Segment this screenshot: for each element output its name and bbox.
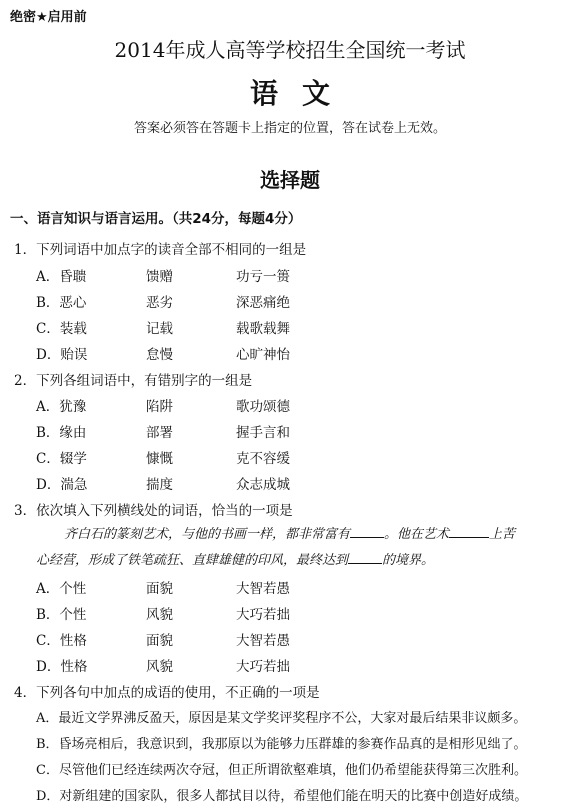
subject-title: 语文 xyxy=(249,77,354,110)
confidential-label: 绝密★启用前 xyxy=(10,10,87,25)
option-c-word3: 克不容缓 xyxy=(236,451,290,467)
option-c-word2: 慷慨 xyxy=(146,451,173,467)
part-heading: 一、语言知识与语言运用。（共24分，每题4分） xyxy=(10,211,302,227)
option-b-word2: 部署 xyxy=(146,425,173,441)
question-stem: 2．下列各组词语中，有错别字的一组是 xyxy=(14,373,253,389)
option-a-word2: 陷阱 xyxy=(146,399,173,415)
question-stem: 4．下列各句中加点的成语的使用，不正确的一项是 xyxy=(14,685,320,701)
sentence-option-b: B．昏场亮相后，我意识到，我那原以为能够力压群雄的参赛作品真的是相形见绌了。 xyxy=(36,737,527,752)
option-b-word1: B．恶心 xyxy=(36,295,87,311)
option-c-word1: C．辍学 xyxy=(36,451,87,467)
option-d-word2: 风貌 xyxy=(146,659,173,675)
option-c-word2: 记载 xyxy=(146,321,173,337)
option-a-word1: A．犹豫 xyxy=(36,399,87,415)
instruction-note: 答案必须答在答题卡上指定的位置，答在试卷上无效。 xyxy=(133,121,446,136)
option-d-word3: 大巧若拙 xyxy=(236,659,290,675)
option-c-word3: 载歌载舞 xyxy=(236,321,290,337)
option-a-word3: 大智若愚 xyxy=(236,581,290,597)
passage-text: 心经营，形成了铁笔疏狂、直肆雄健的印风，最终达到 xyxy=(36,553,349,568)
option-d-word2: 揣度 xyxy=(146,477,173,493)
option-d-word1: D．湍急 xyxy=(36,477,88,493)
passage-line-1 xyxy=(64,523,515,542)
option-c-word1: C．性格 xyxy=(36,633,87,649)
question-stem: 1．下列词语中加点字的读音全部不相同的一组是 xyxy=(14,242,307,258)
answer-blank xyxy=(348,553,382,564)
option-d-word1: D．性格 xyxy=(36,659,88,675)
option-d-word2: 怠慢 xyxy=(146,347,173,363)
option-b-word2: 风貌 xyxy=(146,607,173,623)
option-b-word3: 握手言和 xyxy=(236,425,290,441)
option-a-word3: 歌功颂德 xyxy=(236,399,290,415)
option-c-word1: C．装载 xyxy=(36,321,87,337)
passage-text: 的境界。 xyxy=(382,553,435,568)
answer-blank xyxy=(350,527,384,538)
option-b-word1: B．缘由 xyxy=(36,425,87,441)
passage-text: 齐白石的篆刻艺术，与他的书画一样，都非常富有 xyxy=(64,527,351,542)
answer-blank xyxy=(449,527,489,538)
option-a-word1: A．个性 xyxy=(36,581,87,597)
option-a-word1: A．昏聩 xyxy=(36,269,87,285)
question-stem: 3．依次填入下列横线处的词语，恰当的一项是 xyxy=(14,503,293,519)
option-d-word3: 心旷神怡 xyxy=(236,347,290,363)
option-a-word2: 面貌 xyxy=(146,581,173,597)
option-d-word3: 众志成城 xyxy=(236,477,290,493)
passage-text: 上苦 xyxy=(489,527,516,542)
sentence-option-a: A．最近文学界沸反盈天，原因是某文学奖评奖程序不公，大家对最后结果非议颇多。 xyxy=(36,711,527,726)
exam-title: 2014年成人高等学校招生全国统一考试 xyxy=(114,38,466,62)
option-b-word3: 深恶痛绝 xyxy=(236,295,290,311)
option-b-word2: 恶劣 xyxy=(146,295,173,311)
passage-text: 。他在艺术 xyxy=(384,527,450,542)
option-a-word2: 馈赠 xyxy=(146,269,173,285)
option-c-word2: 面貌 xyxy=(146,633,173,649)
option-d-word1: D．贻误 xyxy=(36,347,88,363)
passage-line-2 xyxy=(36,549,434,568)
option-b-word1: B．个性 xyxy=(36,607,87,623)
option-a-word3: 功亏一篑 xyxy=(236,269,290,285)
section-title: 选择题 xyxy=(260,168,320,192)
sentence-option-d: D．对新组建的国家队，很多人都拭目以待，希望他们能在明天的比赛中创造好成绩。 xyxy=(36,789,528,804)
sentence-option-c: C．尽管他们已经连续两次夺冠，但正所谓欲壑难填，他们仍希望能获得第三次胜利。 xyxy=(36,763,527,778)
option-c-word3: 大智若愚 xyxy=(236,633,290,649)
option-b-word3: 大巧若拙 xyxy=(236,607,290,623)
